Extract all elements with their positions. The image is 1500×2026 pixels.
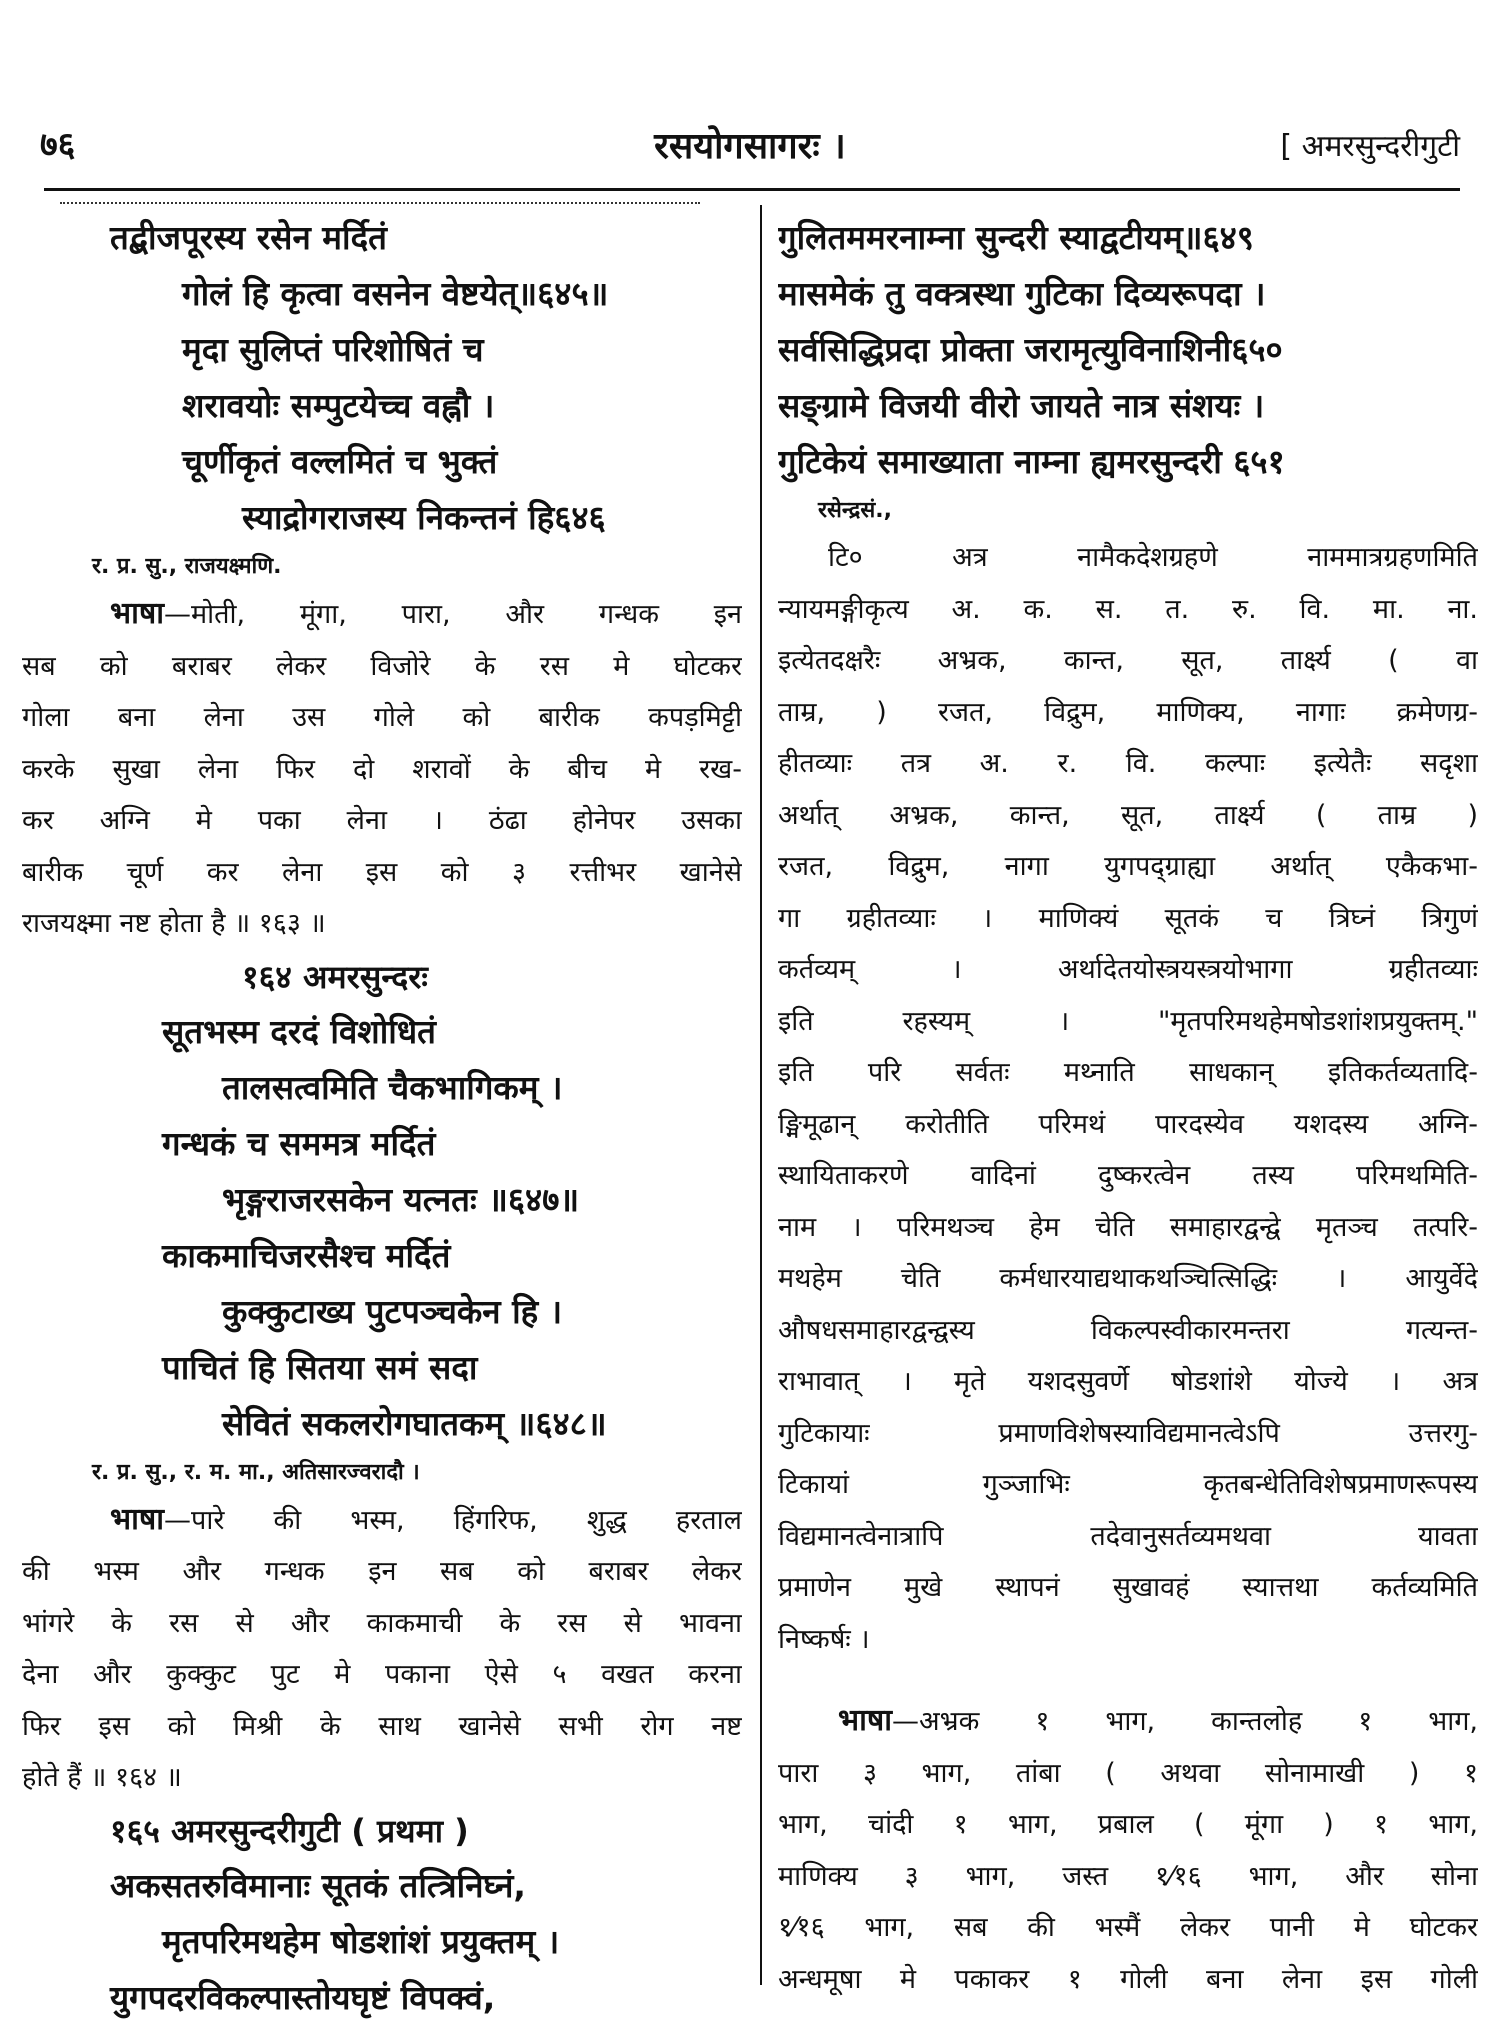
reference-line: रसेन्द्रसं., xyxy=(818,498,892,523)
verse-line: मृदा सुलिप्तं परिशोषितं च xyxy=(182,330,484,369)
right-column xyxy=(778,210,1478,2005)
reference-line: र. प्र. सु., र. म. मा., अतिसारज्वरादौ । xyxy=(92,1459,420,1485)
bhasha-label: भाषा xyxy=(110,1501,164,1537)
paragraph-line: —पारे की भस्म, हिंगरिफ, शुद्ध हरताल xyxy=(163,1504,742,1536)
verse-line: गुटिकेयं समाख्याता नाम्ना ह्यमरसुन्दरी ६५१ xyxy=(778,442,1285,481)
paragraph-line: प्रमाणेन मुखे स्थापनं सुखावहं स्यात्तथा कर्तव्यमिति xyxy=(778,1572,1478,1603)
paragraph-line: नाम । परिमथञ्च हेम चेति समाहारद्वन्द्वे मृतञ्च तत्परि- xyxy=(778,1211,1478,1243)
paragraph-line: करके सुखा लेना फिर दो शरावों के बीच मे रख- xyxy=(22,753,742,785)
paragraph-line: कर्तव्यम् । अर्थादेतयोस्त्रयस्त्रयोभागा ग्रहीतव्याः xyxy=(778,954,1478,985)
paragraph-line: सब को बराबर लेकर विजोरे के रस मे घोटकर xyxy=(22,650,742,682)
section-heading: १६५ अमरसुन्दरीगुटी ( प्रथमा ) xyxy=(110,1811,469,1850)
paragraph-line: बारीक चूर्ण कर लेना इस को ३ रत्तीभर खानेसे xyxy=(22,856,742,888)
paragraph-line: टिकायां गुञ्जाभिः कृतबन्धेतिविशेषप्रमाणरूपस्य xyxy=(778,1469,1478,1500)
paragraph-line: —अभ्रक १ भाग, कान्तलोह १ भाग, xyxy=(891,1706,1478,1737)
paragraph-line: अन्धमूषा मे पकाकर १ गोली बना लेना इस गोली xyxy=(778,1963,1478,1995)
paragraph-line: टि० अत्र नामैकदेशग्रहणे नाममात्रग्रहणमिति xyxy=(828,542,1478,573)
paragraph-line: हीतव्याः तत्र अ. र. वि. कल्पाः इत्येतैः सदृशा xyxy=(778,748,1478,779)
paragraph-line: —मोती, मूंगा, पारा, और गन्धक इन xyxy=(163,599,742,630)
verse-line: अकसतरुविमानाः सूतकं तत्त्रिनिघ्नं, xyxy=(110,1865,526,1905)
verse-line: गन्धकं च सममत्र मर्दितं xyxy=(162,1123,436,1163)
verse-line: गोलं हि कृत्वा वसनेन वेष्टयेत्॥६४५॥ xyxy=(182,274,609,313)
paragraph-line: १⁄१६ भाग, सब की भस्मैं लेकर पानी मे घोटकर xyxy=(778,1912,1478,1943)
column-divider xyxy=(760,205,762,1985)
verse-line: युगपदरविकल्पास्तोयघृष्टं विपक्वं, xyxy=(110,1977,496,2017)
page-number: ७६ xyxy=(40,125,76,165)
paragraph-line: ङ्मिमूढान् करोतीति परिमथं पारदस्येव यशदस्य अग्नि- xyxy=(778,1108,1478,1140)
verse-line: कुक्कुटाख्य पुटपञ्चकेन हि । xyxy=(222,1291,563,1331)
paragraph-line: ताम्र, ) रजत, विद्रुम, माणिक्य, नागाः क्रमेणग्र- xyxy=(778,696,1478,728)
book-title: रसयोगसागरः । xyxy=(654,126,846,167)
left-column xyxy=(22,210,742,2026)
paragraph-line: इति रहस्यम् । "मृतपरिमथहेमषोडशांशप्रयुक्तम्." xyxy=(778,1005,1478,1037)
verse-line: तालसत्वमिति चैकभागिकम् । xyxy=(222,1067,563,1107)
paragraph-line: स्थायिताकरणे वादिनां दुष्करत्वेन तस्य परिमथमिति- xyxy=(778,1160,1478,1191)
verse-line: तद्बीजपूरस्य रसेन मर्दितं xyxy=(110,218,387,257)
paragraph-line: की भस्म और गन्धक इन सब को बराबर लेकर xyxy=(22,1556,742,1587)
verse-line: सूतभस्म दरदं विशोधितं xyxy=(162,1011,436,1051)
paragraph-line: राजयक्ष्मा नष्ट होता है ॥ १६३ ॥ xyxy=(22,908,326,939)
header-rule xyxy=(44,188,1460,191)
verse-line: काकमाचिजरसैश्च मर्दितं xyxy=(162,1235,451,1275)
paragraph-line: होते हैं ॥ १६४ ॥ xyxy=(22,1762,182,1793)
verse-line: मृतपरिमथहेम षोडशांशं प्रयुक्तम् । xyxy=(162,1921,560,1961)
paragraph-line: इत्येतदक्षरैः अभ्रक, कान्त, सूत, तार्क्ष्य ( वा xyxy=(778,645,1478,676)
paragraph-line: फिर इस को मिश्री के साथ खानेसे सभी रोग नष्ट xyxy=(22,1710,742,1742)
paragraph-line: मथहेम चेति कर्मधारयाद्यथाकथञ्चित्सिद्धिः । आयुर्वेदे xyxy=(778,1263,1478,1294)
paragraph-line: अर्थात् अभ्रक, कान्त, सूत, तार्क्ष्य ( ताम्र ) xyxy=(778,799,1478,831)
section-heading: १६४ अमरसुन्दरः xyxy=(242,957,428,996)
verse-line: स्याद्रोगराजस्य निकन्तनं हि६४६ xyxy=(242,498,606,537)
paragraph-line: गोला बना लेना उस गोले को बारीक कपड़मिट्टी xyxy=(22,702,742,733)
paragraph-line: न्यायमङ्गीकृत्य अ. क. स. त. रु. वि. मा. ना. xyxy=(778,593,1478,625)
verse-line: सङ्ग्रामे विजयी वीरो जायते नात्र संशयः । xyxy=(778,386,1265,425)
verse-line: शरावयोः सम्पुटयेच्च वह्नौ । xyxy=(182,386,495,425)
paragraph-line: पारा ३ भाग, तांबा ( अथवा सोनामाखी ) १ xyxy=(778,1757,1478,1789)
reference-line: र. प्र. सु., राजयक्ष्मणि. xyxy=(92,554,282,579)
paragraph-line: इति परि सर्वतः मथ्नाति साधकान् इतिकर्तव्यतादि- xyxy=(778,1057,1478,1088)
paragraph-line: गा ग्रहीतव्याः । माणिक्यं सूतकं च त्रिघ्नं त्रिगुणं xyxy=(778,902,1478,934)
verse-line: मासमेकं तु वक्त्रस्था गुटिका दिव्यरूपदा । xyxy=(778,274,1266,313)
paragraph-line: भाग, चांदी १ भाग, प्रबाल ( मूंगा ) १ भाग, xyxy=(778,1809,1478,1840)
paragraph-line: औषधसमाहारद्वन्द्वस्य विकल्पस्वीकारमन्तरा गत्यन्त- xyxy=(778,1314,1478,1346)
decorative-wavy-line xyxy=(60,196,700,204)
bhasha-label: भाषा xyxy=(110,596,164,631)
verse-line: चूर्णीकृतं वल्लमितं च भुक्तं xyxy=(182,442,498,481)
bhasha-label: भाषा xyxy=(838,1703,892,1738)
verse-line: पाचितं हि सितया समं सदा xyxy=(162,1347,478,1387)
verse-line: भृङ्गराजरसकेन यत्नतः ॥६४७॥ xyxy=(222,1179,580,1219)
paragraph-line: देना और कुक्कुट पुट मे पकाना ऐसे ५ वखत करना xyxy=(22,1659,742,1690)
paragraph-line: निष्कर्षः । xyxy=(778,1623,870,1655)
paragraph-line: गुटिकायाः प्रमाणविशेषस्याविद्यमानत्वेऽपि उत्तरगु- xyxy=(778,1417,1478,1449)
paragraph-line: विद्यमानत्वेनात्रापि तदेवानुसर्तव्यमथवा यावता xyxy=(778,1520,1478,1552)
verse-line: सेवितं सकलरोगघातकम् ॥६४८॥ xyxy=(222,1403,607,1443)
section-title: [ अमरसुन्दरीगुटी xyxy=(1280,129,1460,164)
verse-line: सर्वसिद्धिप्रदा प्रोक्ता जरामृत्युविनाशिनी६५० xyxy=(778,330,1283,369)
paragraph-line: भांगरे के रस से और काकमाची के रस से भावना xyxy=(22,1607,742,1639)
verse-line: गुलितममरनाम्ना सुन्दरी स्याद्वटीयम्॥६४९ xyxy=(778,218,1254,257)
paragraph-line: कर अग्नि मे पका लेना । ठंढा होनेपर उसका xyxy=(22,805,742,836)
paragraph-line: माणिक्य ३ भाग, जस्त १⁄१६ भाग, और सोना xyxy=(778,1860,1478,1892)
paragraph-line: रजत, विद्रुम, नागा युगपद्ग्राह्या अर्थात् एकैकभा- xyxy=(778,851,1478,882)
running-header xyxy=(40,120,1460,180)
paragraph-line: राभावात् । मृते यशदसुवर्णे षोडशांशे योज्ये । अत्र xyxy=(778,1366,1478,1397)
